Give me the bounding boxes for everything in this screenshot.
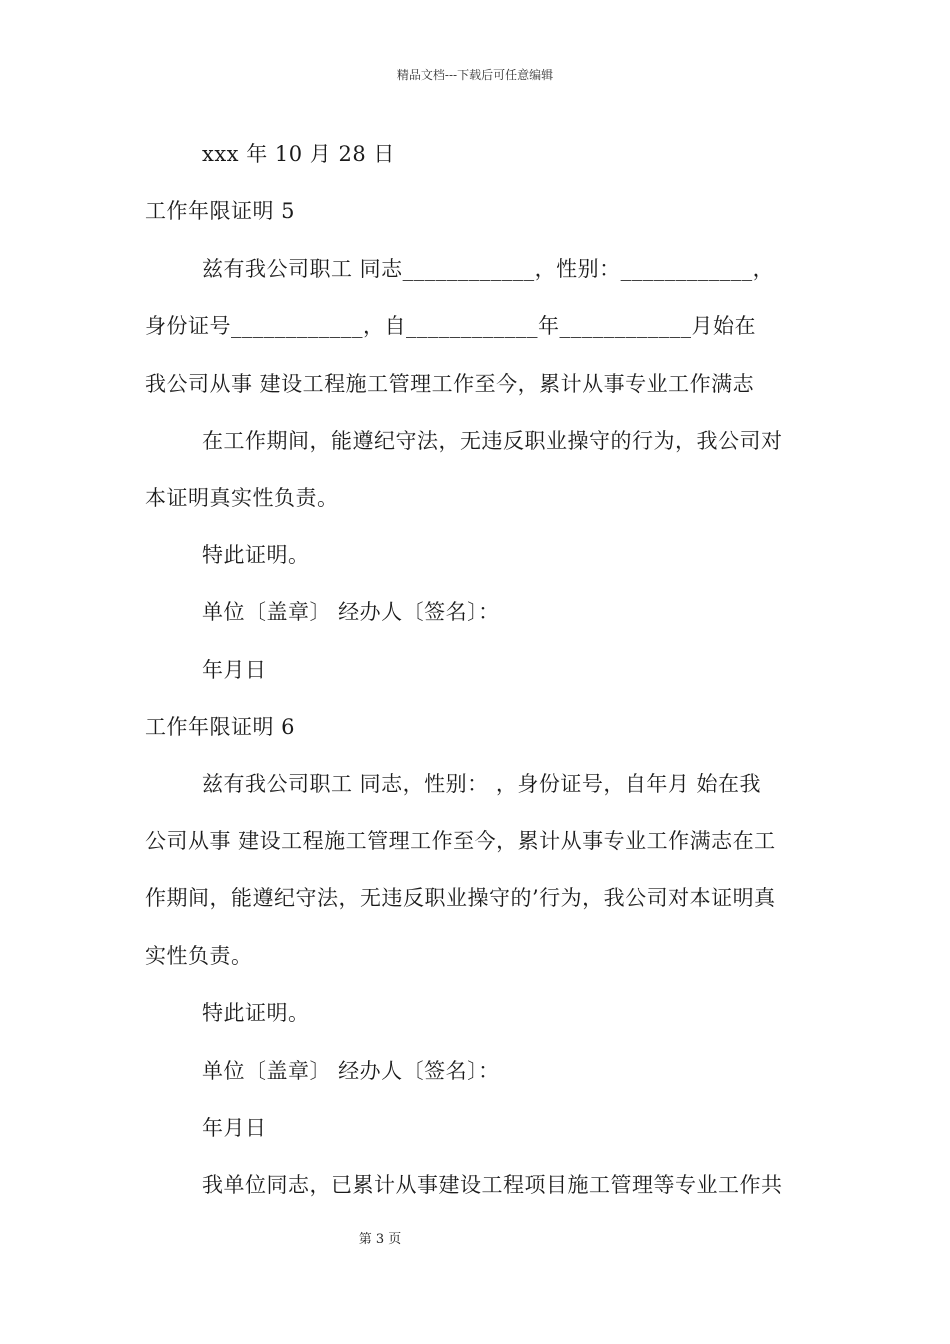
paragraph-line: 作期间，能遵纪守法，无违反职业操守的’行为，我公司对本证明真 bbox=[145, 886, 776, 910]
paragraph-line: 公司从事 建设工程施工管理工作至今，累计从事专业工作满志在工 bbox=[145, 829, 776, 853]
paragraph-line: 本证明真实性负责。 bbox=[145, 486, 339, 510]
paragraph-line: 我公司从事 建设工程施工管理工作至今，累计从事专业工作满志 bbox=[145, 372, 755, 396]
certify-line: 特此证明。 bbox=[202, 543, 310, 567]
paragraph-line: 我单位同志，已累计从事建设工程项目施工管理等专业工作共 bbox=[202, 1173, 783, 1197]
page-header: 精品文档---下载后可任意编辑 bbox=[396, 68, 554, 82]
signature-line: 单位〔盖章〕 经办人〔签名〕： bbox=[202, 1059, 500, 1083]
paragraph-line: 身份证号____________，自____________年____________月始在 bbox=[145, 314, 756, 338]
section-title-5: 工作年限证明 5 bbox=[145, 199, 296, 223]
signature-line: 单位〔盖章〕 经办人〔签名〕： bbox=[202, 600, 500, 624]
date-placeholder: 年月日 bbox=[202, 658, 267, 682]
date-placeholder: 年月日 bbox=[202, 1116, 267, 1140]
paragraph-line: 兹有我公司职工 同志____________，性别：____________， bbox=[202, 257, 775, 281]
paragraph-line: 在工作期间，能遵纪守法，无违反职业操守的行为，我公司对 bbox=[202, 429, 783, 453]
page-number: 第 3 页 bbox=[358, 1232, 402, 1247]
paragraph-line: 兹有我公司职工 同志，性别： ，身份证号，自年月 始在我 bbox=[202, 772, 762, 796]
certify-line: 特此证明。 bbox=[202, 1001, 310, 1025]
paragraph-line: 实性负责。 bbox=[145, 944, 253, 968]
section-title-6: 工作年限证明 6 bbox=[145, 715, 296, 739]
date-line: xxx 年 10 月 28 日 bbox=[202, 142, 395, 166]
